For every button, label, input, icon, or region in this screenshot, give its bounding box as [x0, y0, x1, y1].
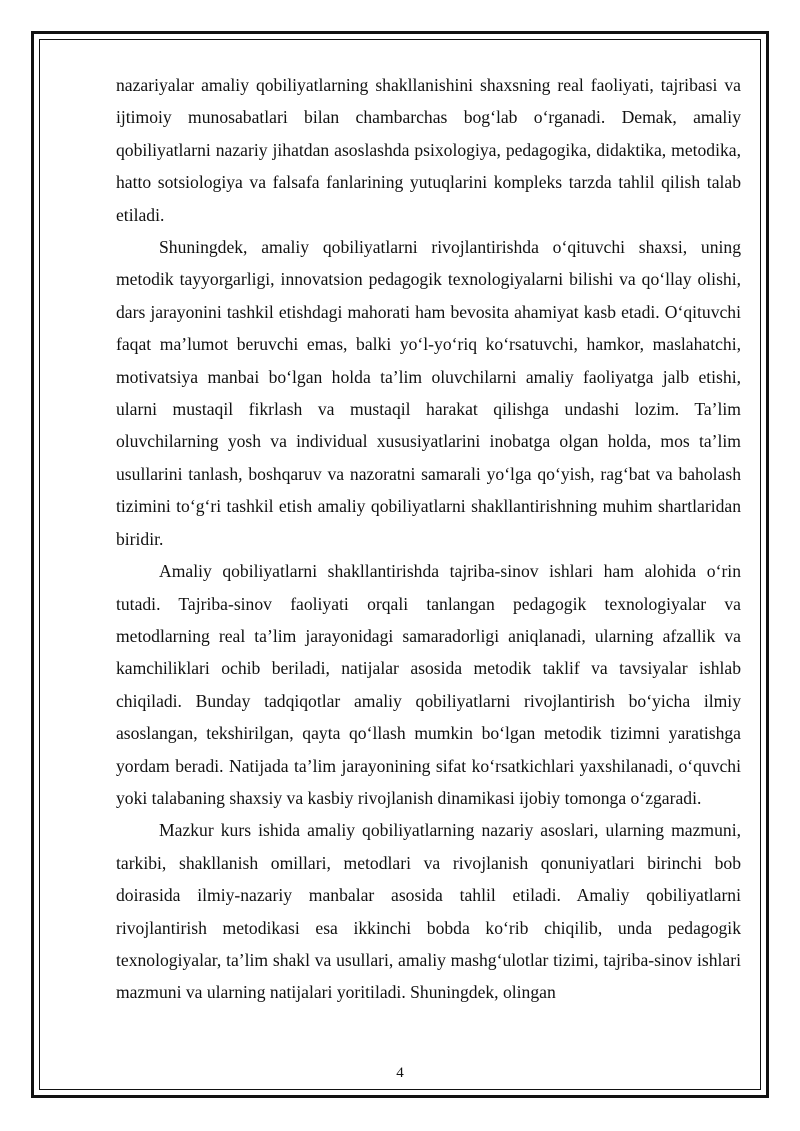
paragraph-4: Mazkur kurs ishida amaliy qobiliyatlarning nazariy asoslari, ularning mazmuni, tarkibi, shakllanish omillari, metodlari va rivojlanish qonuniyatlari birinchi bob doirasida ilmiy-nazariy manbalar asosida tahlil etiladi. Amaliy qobiliyatlarni rivojlantirish metodikasi esa ikkinchi bobda ko‘rib chiqilib, unda pedagogik texnologiyalar, ta’lim shakl va usullari, amaliy mashg‘ulotlar tizimi, tajriba-sinov ishlari mazmuni va ularning natijalari yoritiladi. Shuningdek, olingan [116, 820, 741, 1003]
paragraph-3: Amaliy qobiliyatlarni shakllantirishda tajriba-sinov ishlari ham alohida o‘rin tutadi. Tajriba-sinov faoliyati orqali tanlangan pedagogik texnologiyalar va metodlarning real ta’lim jarayonidagi samaradorligi aniqlanadi, ularning afzallik va kamchiliklari ochib beriladi, natijalar asosida metodik taklif va tavsiyalar ishlab chiqiladi. Bunday tadqiqotlar amaliy qobiliyatlarni rivojlantirish bo‘yicha ilmiy asoslangan, tekshirilgan, qayta qo‘llash mumkin bo‘lgan metodik tizimni yaratishga yordam beradi. Natijada ta’lim jarayonining sifat ko‘rsatkichlari yaxshilanadi, o‘quvchi yoki talabaning shaxsiy va kasbiy rivojlanish dinamikasi ijobiy tomonga o‘zgaradi. [116, 561, 741, 808]
paragraph-1: nazariyalar amaliy qobiliyatlarning shakllanishini shaxsning real faoliyati, tajribasi va ijtimoiy munosabatlari bilan chambarchas bog‘lab o‘rganadi. Demak, amaliy qobiliyatlarni nazariy jihatdan asoslashda psixologiya, pedagogika, didaktika, metodika, hatto sotsiologiya va falsafa fanlarining yutuqlarini kompleks tarzda tahlil qilish talab etiladi. [116, 75, 741, 225]
page-number: 4 [396, 1065, 404, 1081]
document-body [116, 69, 741, 1009]
paragraph-2: Shuningdek, amaliy qobiliyatlarni rivojlantirishda o‘qituvchi shaxsi, uning metodik tayyorgarligi, innovatsion pedagogik texnologiyalarni bilishi va qo‘llay olishi, dars jarayonini tashkil etishdagi mahorati ham bevosita ahamiyat kasb etadi. O‘qituvchi faqat ma’lumot beruvchi emas, balki yo‘l-yo‘riq ko‘rsatuvchi, hamkor, maslahatchi, motivatsiya manbai bo‘lgan holda ta’lim oluvchilarni amaliy faoliyatga jalb etishi, ularni mustaqil fikrlash va mustaqil harakat qilishga undashi lozim. Ta’lim oluvchilarning yosh va individual xususiyatlarini inobatga olgan holda, mos ta’lim usullarini tanlash, boshqaruv va nazoratni samarali yo‘lga qo‘yish, rag‘bat va baholash tizimini to‘g‘ri tashkil etish amaliy qobiliyatlarni shakllantirishning muhim shartlaridan biridir. [116, 237, 741, 549]
